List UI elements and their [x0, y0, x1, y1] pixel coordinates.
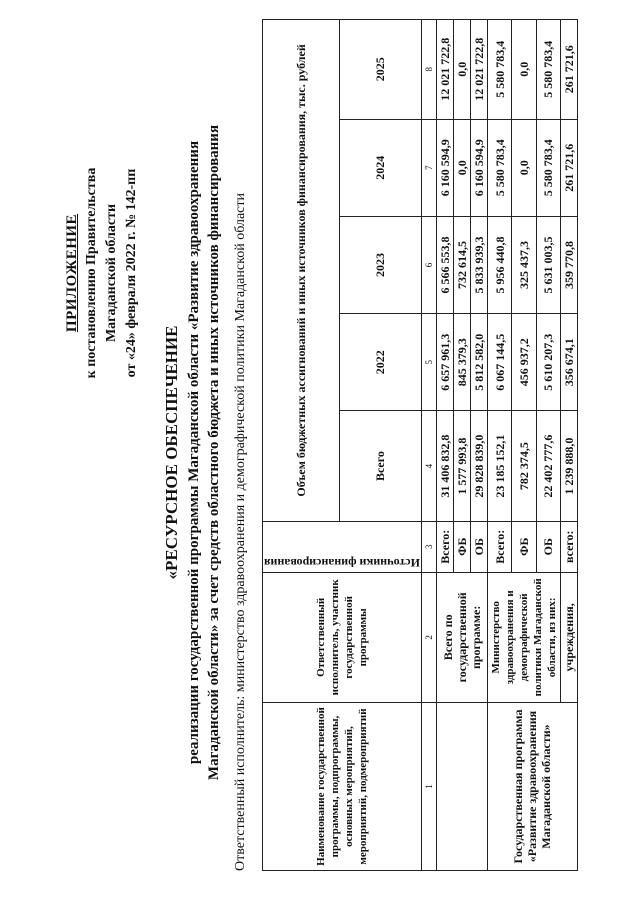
index-cell: 7 [421, 119, 436, 216]
header-source-text: Источники финансирования [264, 555, 420, 570]
empty-name-cell [436, 703, 487, 871]
header-source [263, 521, 422, 572]
index-cell: 6 [421, 216, 436, 313]
y2024-cell: 261 721,6 [560, 119, 577, 216]
source-cell: Всего: [436, 521, 453, 572]
table-row [487, 20, 511, 871]
source-cell: ФБ [453, 521, 470, 572]
y2023-cell: 325 437,3 [512, 216, 536, 313]
source-cell: ОБ [536, 521, 560, 572]
y2022-cell: 6 067 144,5 [487, 314, 511, 411]
y2024-cell: 6 160 594,9 [470, 119, 487, 216]
y2024-cell: 5 580 783,4 [536, 119, 560, 216]
y2025-cell: 0,0 [453, 20, 470, 120]
total-cell: 22 402 777,6 [536, 411, 560, 522]
responsible-executor-line: Ответственный исполнитель: министерство здравоохранения и демографической политики Магаданской области [233, 193, 248, 871]
document-subtitle-2: Магаданской области» за счет средств областного бюджета и иных источников финансирования [206, 124, 222, 781]
y2022-cell: 845 379,3 [453, 314, 470, 411]
y2025-cell: 5 580 783,4 [536, 20, 560, 120]
total-cell: 1 577 993,8 [453, 411, 470, 522]
total-cell: 31 406 832,8 [436, 411, 453, 522]
y2023-cell: 6 566 553,8 [436, 216, 453, 313]
y2025-cell: 12 021 722,8 [436, 20, 453, 120]
document-subtitle-1: реализации государственной программы Магаданской области «Развитие здравоохранения [186, 140, 202, 765]
source-cell: ФБ [512, 521, 536, 572]
y2024-cell: 6 160 594,9 [436, 119, 453, 216]
total-cell: 23 185 152,1 [487, 411, 511, 522]
total-cell: 782 374,5 [512, 411, 536, 522]
source-cell: Всего: [487, 521, 511, 572]
header-2024: 2024 [339, 119, 421, 216]
y2022-cell: 5 610 207,3 [536, 314, 560, 411]
resource-table [262, 19, 578, 871]
y2025-cell: 261 721,6 [560, 20, 577, 120]
source-cell: ОБ [470, 521, 487, 572]
y2025-cell: 12 021 722,8 [470, 20, 487, 120]
y2023-cell: 732 614,5 [453, 216, 470, 313]
index-cell: 4 [421, 411, 436, 522]
header-name: Наименование государственной программы, подпрограммы, основных мероприятий, мероприятий, подмероприятий [263, 703, 422, 871]
header-2022: 2022 [339, 314, 421, 411]
index-cell: 8 [421, 20, 436, 120]
table-row [436, 20, 453, 871]
y2023-cell: 359 770,8 [560, 216, 577, 313]
y2025-cell: 5 580 783,4 [487, 20, 511, 120]
y2022-cell: 6 657 961,3 [436, 314, 453, 411]
y2024-cell: 0,0 [512, 119, 536, 216]
appendix-title: ПРИЛОЖЕНИЕ [64, 213, 80, 333]
y2024-cell: 5 580 783,4 [487, 119, 511, 216]
index-row [421, 20, 436, 871]
y2025-cell: 0,0 [512, 20, 536, 120]
y2024-cell: 0,0 [453, 119, 470, 216]
appendix-line-2: Магаданской области [104, 203, 119, 343]
executor-cell: Министерство здравоохранения и демографической политики Магаданской области, из них: [487, 572, 560, 702]
total-cell: 29 828 839,0 [470, 411, 487, 522]
header-volume: Объем бюджетных ассигнований и иных источников финансирования, тыс. рублей [263, 20, 340, 522]
header-2025: 2025 [339, 20, 421, 120]
executor-cell: учреждения, [560, 572, 577, 702]
y2022-cell: 356 674,1 [560, 314, 577, 411]
executor-cell: Всего по государственной программе: [436, 572, 487, 702]
header-total: Всего [339, 411, 421, 522]
appendix-line-1: к постановлению Правительства [84, 167, 99, 379]
appendix-line-3: от «24» февраля 2022 г. № 142-пп [124, 168, 139, 378]
index-cell: 3 [421, 521, 436, 572]
index-cell: 1 [421, 703, 436, 871]
program-name-cell: Государственная программа «Развитие здравоохранения Магаданской области» [487, 703, 577, 871]
document-title: «РЕСУРСНОЕ ОБЕСПЕЧЕНИЕ [162, 325, 181, 580]
y2023-cell: 5 956 440,8 [487, 216, 511, 313]
y2023-cell: 5 631 003,5 [536, 216, 560, 313]
total-cell: 1 239 888,0 [560, 411, 577, 522]
index-cell: 5 [421, 314, 436, 411]
y2023-cell: 5 833 939,3 [470, 216, 487, 313]
source-cell: всего: [560, 521, 577, 572]
y2022-cell: 456 937,2 [512, 314, 536, 411]
index-cell: 2 [421, 572, 436, 702]
header-executor: Ответственный исполнитель, участник государственной программы [263, 572, 422, 702]
appendix-header [62, 108, 142, 438]
y2022-cell: 5 812 582,0 [470, 314, 487, 411]
header-2023: 2023 [339, 216, 421, 313]
